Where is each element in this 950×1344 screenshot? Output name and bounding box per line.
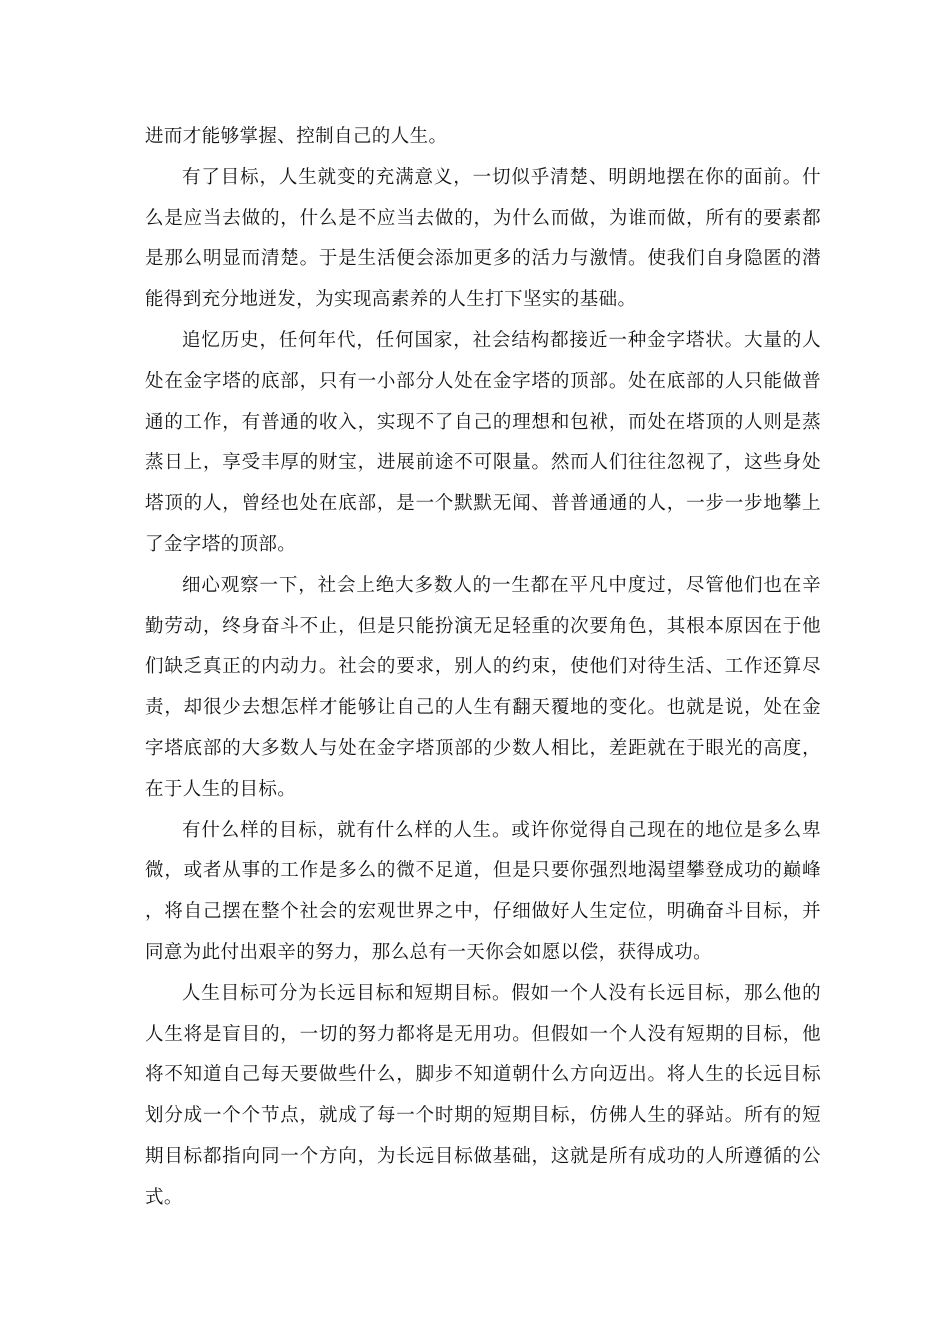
paragraph-5: 有什么样的目标，就有什么样的人生。或许你觉得自己现在的地位是多么卑微，或者从事的工作是多么的微不足道，但是只要你强烈地渴望攀登成功的巅峰，将自己摆在整个社会的宏观世界之中，仔细做好人生定位，明确奋斗目标，并同意为此付出艰辛的努力，那么总有一天你会如愿以偿，获得成功。 xyxy=(145,819,821,963)
paragraph-4: 细心观察一下，社会上绝大多数人的一生都在平凡中度过，尽管他们也在辛勤劳动，终身奋斗不止，但是只能扮演无足轻重的次要角色，其根本原因在于他们缺乏真正的内动力。社会的要求，别人的约束，使他们对待生活、工作还算尽责，却很少去想怎样才能够让自己的人生有翻天覆地的变化。也就是说，处在金字塔底部的大多数人与处在金字塔顶部的少数人相比，差距就在于眼光的高度，在于人生的目标。 xyxy=(145,574,821,800)
paragraph-2: 有了目标，人生就变的充满意义，一切似乎清楚、明朗地摆在你的面前。什么是应当去做的，什么是不应当去做的，为什么而做，为谁而做，所有的要素都是那么明显而清楚。于是生活便会添加更多的活力与激情。使我们自身隐匿的潜能得到充分地迸发，为实现高素养的人生打下坚实的基础。 xyxy=(145,166,821,311)
document-body xyxy=(145,117,821,1219)
paragraph-1: 进而才能够掌握、控制自己的人生。 xyxy=(145,126,448,147)
paragraph-3: 追忆历史，任何年代，任何国家，社会结构都接近一种金字塔状。大量的人处在金字塔的底部，只有一小部分人处在金字塔的顶部。处在底部的人只能做普通的工作，有普通的收入，实现不了自己的理想和包袱，而处在塔顶的人则是蒸蒸日上，享受丰厚的财宝，进展前途不可限量。然而人们往往忽视了，这些身处塔顶的人，曾经也处在底部，是一个默默无闻、普普通通的人，一步一步地攀上了金字塔的顶部。 xyxy=(145,329,821,555)
paragraph-6: 人生目标可分为长远目标和短期目标。假如一个人没有长远目标，那么他的人生将是盲目的，一切的努力都将是无用功。但假如一个人没有短期的目标，他将不知道自己每天要做些什么，脚步不知道朝什么方向迈出。将人生的长远目标划分成一个个节点，就成了每一个时期的短期目标，仿佛人生的驿站。所有的短期目标都指向同一个方向，为长远目标做基础，这就是所有成功的人所遵循的公式。 xyxy=(145,982,821,1208)
